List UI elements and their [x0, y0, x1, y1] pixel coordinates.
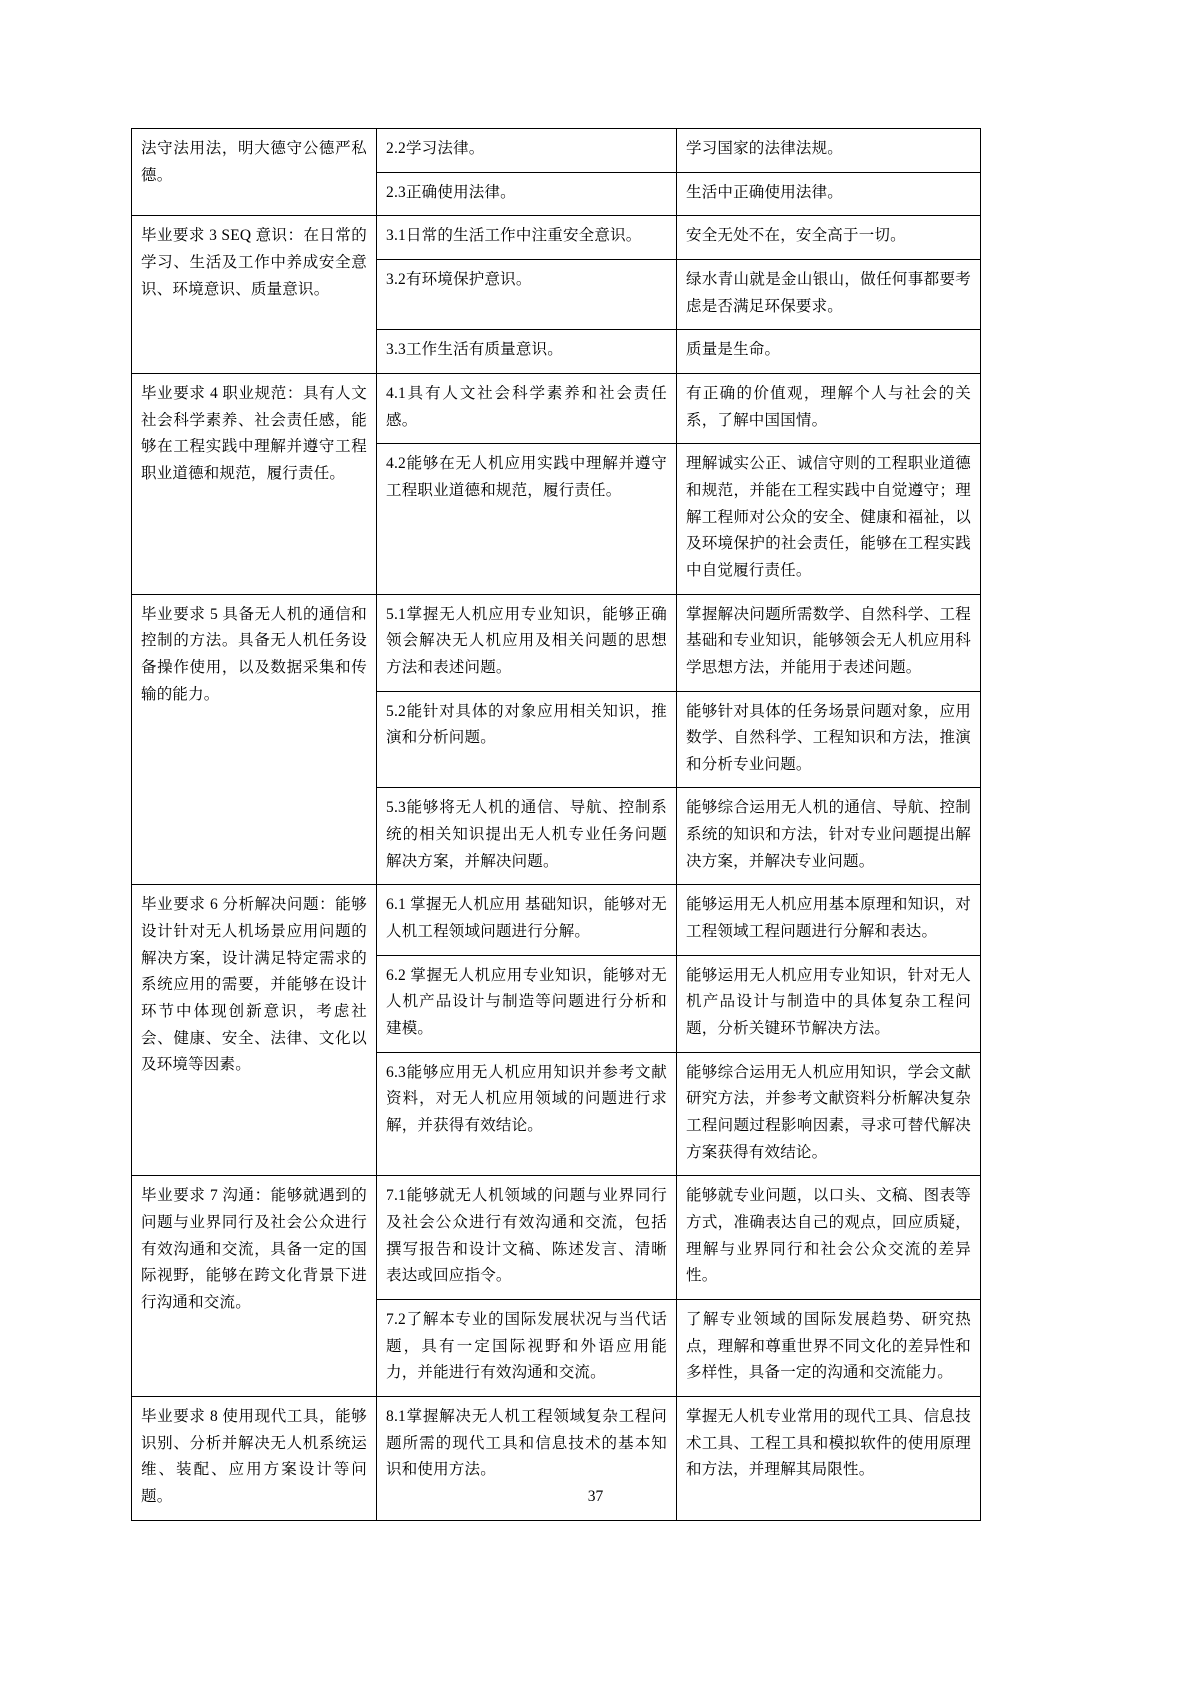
description-cell: 了解专业领域的国际发展趋势、研究热点，理解和尊重世界不同文化的差异性和多样性，具备一定的沟通和交流能力。 [677, 1299, 981, 1396]
description-cell: 能够综合运用无人机应用知识，学会文献研究方法，并参考文献资料分析解决复杂工程问题过程影响因素，寻求可替代解决方案获得有效结论。 [677, 1052, 981, 1176]
table-body [132, 129, 981, 1521]
description-cell: 能够运用无人机应用基本原理和知识，对工程领域工程问题进行分解和表达。 [677, 885, 981, 955]
requirement-cell: 毕业要求 7 沟通：能够就遇到的问题与业界同行及社会公众进行有效沟通和交流，具备一定的国际视野，能够在跨文化背景下进行沟通和交流。 [132, 1176, 377, 1397]
graduation-requirements-table [131, 128, 981, 1521]
requirement-cell: 毕业要求 3 SEQ 意识：在日常的学习、生活及工作中养成安全意识、环境意识、质量意识。 [132, 216, 377, 374]
description-cell: 能够针对具体的任务场景问题对象，应用数学、自然科学、工程知识和方法，推演和分析专业问题。 [677, 691, 981, 788]
requirement-cell: 毕业要求 6 分析解决问题：能够设计针对无人机场景应用问题的解决方案，设计满足特定需求的系统应用的需要，并能够在设计环节中体现创新意识，考虑社会、健康、安全、法律、文化以及环境等因素。 [132, 885, 377, 1176]
indicator-cell: 3.2有环境保护意识。 [377, 259, 677, 329]
indicator-cell: 5.2能针对具体的对象应用相关知识，推演和分析问题。 [377, 691, 677, 788]
description-cell: 理解诚实公正、诚信守则的工程职业道德和规范，并能在工程实践中自觉遵守；理解工程师对公众的安全、健康和福祉，以及环境保护的社会责任，能够在工程实践中自觉履行责任。 [677, 444, 981, 594]
requirement-cell: 法守法用法，明大德守公德严私德。 [132, 129, 377, 216]
description-cell: 掌握解决问题所需数学、自然科学、工程基础和专业知识，能够领会无人机应用科学思想方法，并能用于表述问题。 [677, 594, 981, 691]
indicator-cell: 5.1掌握无人机应用专业知识，能够正确领会解决无人机应用及相关问题的思想方法和表述问题。 [377, 594, 677, 691]
indicator-cell: 6.2 掌握无人机应用专业知识，能够对无人机产品设计与制造等问题进行分析和建模。 [377, 955, 677, 1052]
table-row [132, 216, 981, 260]
indicator-cell: 3.1日常的生活工作中注重安全意识。 [377, 216, 677, 260]
description-cell: 安全无处不在，安全高于一切。 [677, 216, 981, 260]
description-cell: 掌握无人机专业常用的现代工具、信息技术工具、工程工具和模拟软件的使用原理和方法，并理解其局限性。 [677, 1396, 981, 1520]
description-cell: 学习国家的法律法规。 [677, 129, 981, 173]
indicator-cell: 4.2能够在无人机应用实践中理解并遵守工程职业道德和规范，履行责任。 [377, 444, 677, 594]
table-row [132, 1176, 981, 1300]
description-cell: 能够运用无人机应用专业知识，针对无人机产品设计与制造中的具体复杂工程问题，分析关键环节解决方法。 [677, 955, 981, 1052]
indicator-cell: 5.3能够将无人机的通信、导航、控制系统的相关知识提出无人机专业任务问题解决方案，并解决问题。 [377, 788, 677, 885]
table-row [132, 594, 981, 691]
indicator-cell: 2.3正确使用法律。 [377, 172, 677, 216]
description-cell: 质量是生命。 [677, 330, 981, 374]
description-cell: 绿水青山就是金山银山，做任何事都要考虑是否满足环保要求。 [677, 259, 981, 329]
description-cell: 有正确的价值观，理解个人与社会的关系，了解中国国情。 [677, 373, 981, 443]
description-cell: 能够就专业问题，以口头、文稿、图表等方式，准确表达自己的观点，回应质疑，理解与业界同行和社会公众交流的差异性。 [677, 1176, 981, 1300]
indicator-cell: 8.1掌握解决无人机工程领域复杂工程问题所需的现代工具和信息技术的基本知识和使用方法。 [377, 1396, 677, 1520]
table-row [132, 373, 981, 443]
indicator-cell: 7.1能够就无人机领域的问题与业界同行及社会公众进行有效沟通和交流，包括撰写报告和设计文稿、陈述发言、清晰表达或回应指令。 [377, 1176, 677, 1300]
requirement-cell: 毕业要求 8 使用现代工具，能够识别、分析并解决无人机系统运维、装配、应用方案设计等问题。 [132, 1396, 377, 1520]
description-cell: 生活中正确使用法律。 [677, 172, 981, 216]
indicator-cell: 3.3工作生活有质量意识。 [377, 330, 677, 374]
requirement-cell: 毕业要求 4 职业规范：具有人文社会科学素养、社会责任感，能够在工程实践中理解并遵守工程职业道德和规范，履行责任。 [132, 373, 377, 594]
indicator-cell: 6.3能够应用无人机应用知识并参考文献资料，对无人机应用领域的问题进行求解，并获得有效结论。 [377, 1052, 677, 1176]
table-row [132, 129, 981, 173]
indicator-cell: 6.1 掌握无人机应用 基础知识，能够对无人机工程领域问题进行分解。 [377, 885, 677, 955]
indicator-cell: 2.2学习法律。 [377, 129, 677, 173]
indicator-cell: 7.2了解本专业的国际发展状况与当代话题，具有一定国际视野和外语应用能力，并能进行有效沟通和交流。 [377, 1299, 677, 1396]
requirement-cell: 毕业要求 5 具备无人机的通信和控制的方法。具备无人机任务设备操作使用，以及数据采集和传输的能力。 [132, 594, 377, 885]
page-number: 37 [587, 1488, 604, 1505]
description-cell: 能够综合运用无人机的通信、导航、控制系统的知识和方法，针对专业问题提出解决方案，并解决专业问题。 [677, 788, 981, 885]
indicator-cell: 4.1具有人文社会科学素养和社会责任感。 [377, 373, 677, 443]
table-row [132, 885, 981, 955]
